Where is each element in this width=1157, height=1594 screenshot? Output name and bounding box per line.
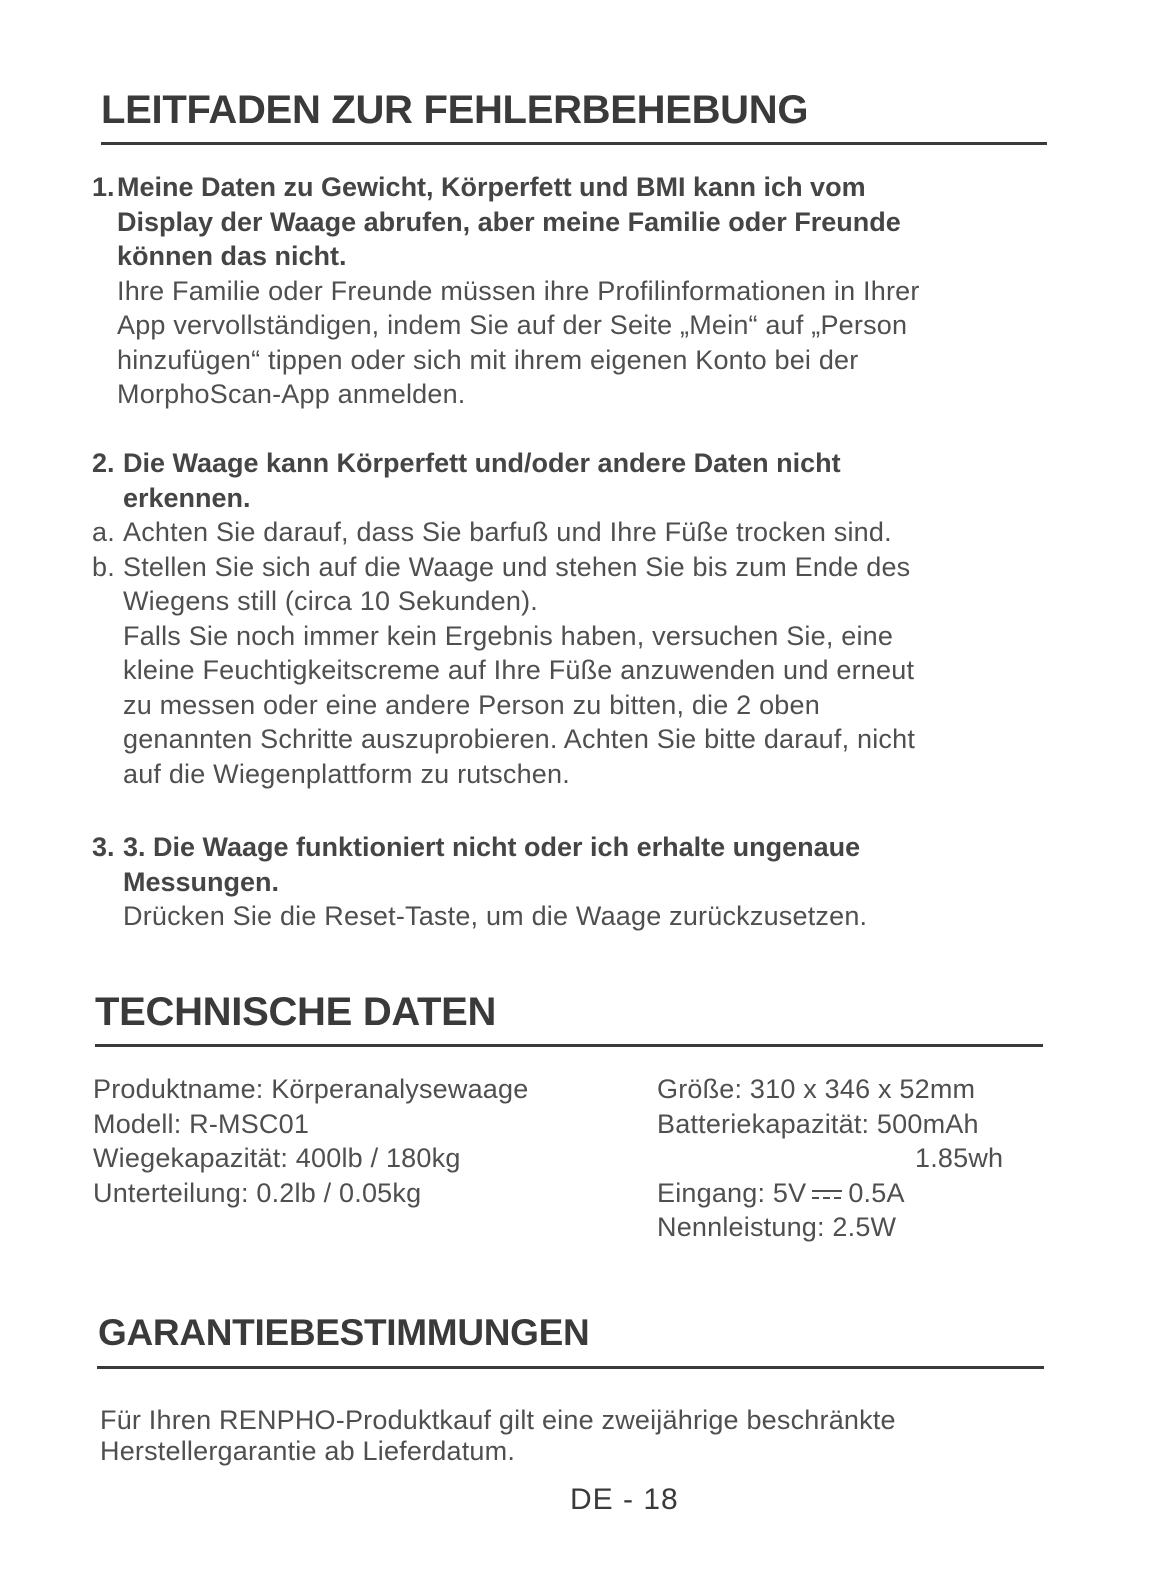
specs-rule xyxy=(95,1044,1043,1047)
spec-battery: Batteriekapazität: 500mAh xyxy=(657,1108,979,1139)
item-2-number: 2. xyxy=(92,448,115,478)
item-2-b-marker: b. xyxy=(92,551,115,582)
warranty-line: Für Ihren RENPHO-Produktkauf gilt eine zweijährige beschränkte xyxy=(100,1405,896,1435)
item-2-title-line: erkennen. xyxy=(123,482,251,513)
item-1-body-line: App vervollständigen, indem Sie auf der Seite „Mein“ auf „Person xyxy=(117,310,908,340)
item-2-b-line: Wiegens still (circa 10 Sekunden). xyxy=(123,586,538,616)
item-2-title-line: Die Waage kann Körperfett und/oder andere Daten nicht xyxy=(123,448,841,478)
item-2-b-line: Falls Sie noch immer kein Ergebnis haben, versuchen Sie, eine xyxy=(123,620,894,651)
faq-item-3 xyxy=(92,830,1052,934)
item-2-b-line: kleine Feuchtigkeitscreme auf Ihre Füße anzuwenden und erneut xyxy=(123,655,915,685)
faq-item-1 xyxy=(92,170,1052,412)
item-2-b-line: zu messen oder eine andere Person zu bitten, die 2 oben xyxy=(123,689,820,720)
spec-division: Unterteilung: 0.2lb / 0.05kg xyxy=(93,1177,422,1208)
spec-input xyxy=(657,1176,1003,1211)
spec-product-name: Produktname: Körperanalysewaage xyxy=(93,1074,529,1104)
spec-size: Größe: 310 x 346 x 52mm xyxy=(657,1074,976,1104)
item-3-body: Drücken Sie die Reset-Taste, um die Waage zurückzusetzen. xyxy=(123,901,868,931)
warranty-heading: GARANTIEBESTIMMUNGEN xyxy=(98,1312,590,1353)
spec-battery-wh: 1.85wh xyxy=(915,1143,1004,1173)
warranty-text xyxy=(100,1405,896,1467)
item-1-number: 1. xyxy=(92,172,115,202)
page-number: DE - 18 xyxy=(570,1483,679,1516)
spec-input-voltage: Eingang: 5V xyxy=(657,1177,807,1208)
specs-heading: TECHNISCHE DATEN xyxy=(95,990,497,1034)
warranty-line: Herstellergarantie ab Lieferdatum. xyxy=(100,1436,516,1466)
item-2-a-text: Achten Sie darauf, dass Sie barfuß und Ihre Füße trocken sind. xyxy=(123,517,892,547)
item-3-number: 3. xyxy=(92,832,115,862)
item-3-title-line: Messungen. xyxy=(123,866,280,897)
specs-right-column xyxy=(657,1072,1003,1245)
item-1-title-line: Meine Daten zu Gewicht, Körperfett und BMI kann ich vom xyxy=(117,172,866,202)
spec-model: Modell: R-MSC01 xyxy=(93,1108,310,1139)
spec-capacity: Wiegekapazität: 400lb / 180kg xyxy=(93,1143,461,1173)
spec-input-current: 0.5A xyxy=(848,1177,905,1208)
dc-current-icon xyxy=(810,1186,844,1202)
item-1-title-line: können das nicht. xyxy=(117,241,347,271)
troubleshooting-rule xyxy=(101,142,1047,145)
specs-left-column xyxy=(93,1072,528,1210)
spec-power: Nennleistung: 2.5W xyxy=(657,1212,897,1242)
item-2-a-marker: a. xyxy=(92,517,115,547)
warranty-rule xyxy=(97,1366,1044,1369)
item-1-body-line: MorphoScan-App anmelden. xyxy=(117,379,466,409)
item-3-title-line: 3. Die Waage funktioniert nicht oder ich erhalte ungenaue xyxy=(123,832,861,862)
item-2-b-line: genannten Schritte auszuprobieren. Achten Sie bitte darauf, nicht xyxy=(123,724,916,754)
item-1-body-line: Ihre Familie oder Freunde müssen ihre Profilinformationen in Ihrer xyxy=(117,275,920,306)
faq-item-2 xyxy=(92,446,1052,791)
item-1-body-line: hinzufügen“ tippen oder sich mit ihrem eigenen Konto bei der xyxy=(117,344,859,375)
item-2-b-line: Stellen Sie sich auf die Waage und stehen Sie bis zum Ende des xyxy=(123,551,911,582)
item-1-title-line: Display der Waage abrufen, aber meine Familie oder Freunde xyxy=(117,206,901,237)
troubleshooting-heading: LEITFADEN ZUR FEHLERBEHEBUNG xyxy=(101,88,809,132)
item-2-b-line: auf die Wiegenplattform zu rutschen. xyxy=(123,758,570,789)
